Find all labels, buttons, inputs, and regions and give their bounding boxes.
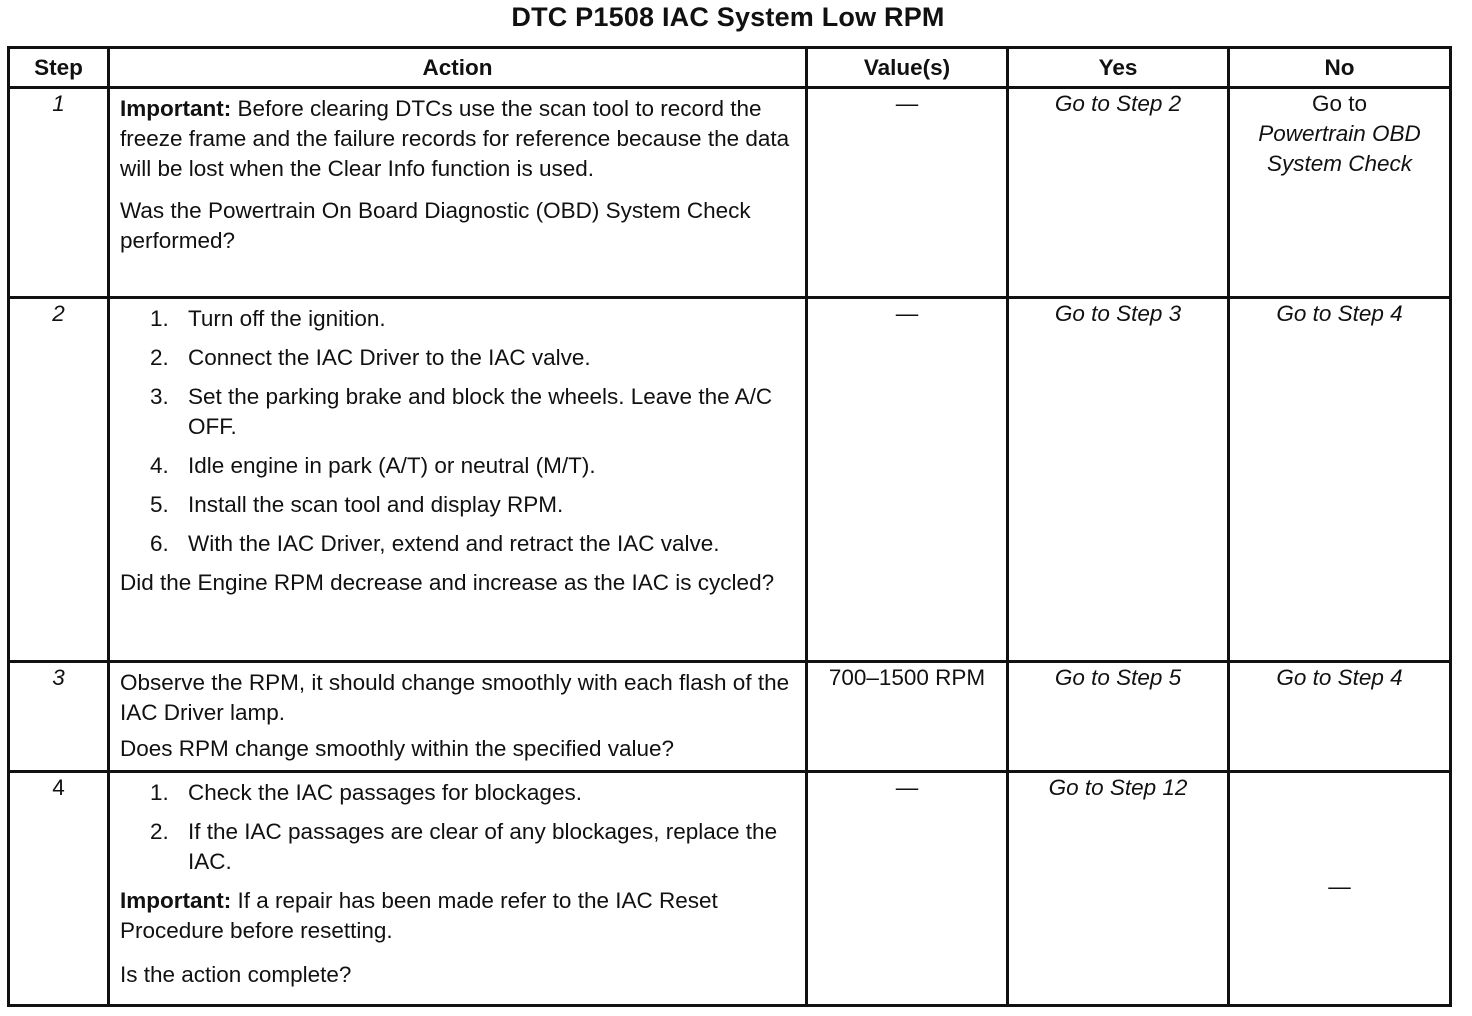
list-item	[120, 490, 797, 520]
step-number: 2	[9, 298, 109, 662]
important-note	[120, 94, 797, 184]
procedure-list	[120, 304, 797, 559]
question-text: Does RPM change smoothly within the specified value?	[120, 736, 675, 761]
list-item	[120, 343, 797, 373]
list-item-number: 2.	[150, 345, 169, 370]
table-row	[9, 772, 1451, 1006]
header-action: Action	[109, 48, 807, 88]
value-cell: —	[807, 298, 1008, 662]
value-cell: —	[807, 772, 1008, 1006]
header-step: Step	[9, 48, 109, 88]
list-item	[120, 529, 797, 559]
page-title: DTC P1508 IAC System Low RPM	[511, 2, 945, 32]
yes-result: Go to Step 3	[1008, 298, 1229, 662]
header-no: No	[1229, 48, 1451, 88]
no-result: —	[1229, 772, 1451, 1006]
header-values: Value(s)	[807, 48, 1008, 88]
list-item	[120, 451, 797, 481]
yes-result: Go to Step 12	[1008, 772, 1229, 1006]
list-item-number: 2.	[150, 819, 169, 844]
no-result-target: Powertrain OBD System Check	[1258, 121, 1421, 176]
table-header-row	[9, 48, 1451, 88]
question-text: Was the Powertrain On Board Diagnostic (OBD) System Check performed?	[120, 198, 751, 253]
list-item	[120, 382, 797, 442]
procedure-list	[120, 778, 797, 877]
no-result: Go to Step 4	[1229, 662, 1451, 772]
action-cell	[109, 298, 807, 662]
step-number: 4	[9, 772, 109, 1006]
list-item-number: 1.	[150, 306, 169, 331]
yes-result: Go to Step 5	[1008, 662, 1229, 772]
table-row	[9, 662, 1451, 772]
yes-result: Go to Step 2	[1008, 88, 1229, 298]
action-cell	[109, 662, 807, 772]
list-item-text: Turn off the ignition.	[188, 306, 386, 331]
list-item-number: 1.	[150, 780, 169, 805]
list-item-number: 5.	[150, 492, 169, 517]
no-result-prefix: Go to	[1311, 91, 1368, 116]
list-item	[120, 304, 797, 334]
value-cell: —	[807, 88, 1008, 298]
action-cell	[109, 772, 807, 1006]
list-item-number: 6.	[150, 531, 169, 556]
important-note	[120, 886, 797, 946]
list-item	[120, 817, 797, 877]
list-item	[120, 778, 797, 808]
list-item-text: Connect the IAC Driver to the IAC valve.	[188, 345, 591, 370]
list-item-text: Idle engine in park (A/T) or neutral (M/T).	[188, 453, 596, 478]
diagnostic-table	[7, 46, 1452, 1007]
important-label: Important:	[120, 888, 232, 913]
no-result	[1229, 88, 1451, 298]
no-result: Go to Step 4	[1229, 298, 1451, 662]
value-cell: 700–1500 RPM	[807, 662, 1008, 772]
step-number: 1	[9, 88, 109, 298]
instruction-text: Observe the RPM, it should change smoothly with each flash of the IAC Driver lamp.	[120, 670, 790, 725]
important-text: If a repair has been made refer to the IAC Reset Procedure before resetting.	[120, 888, 718, 943]
question-text: Is the action complete?	[120, 962, 352, 987]
list-item-text: Set the parking brake and block the wheels. Leave the A/C OFF.	[188, 384, 773, 439]
question-text: Did the Engine RPM decrease and increase as the IAC is cycled?	[120, 570, 775, 595]
header-yes: Yes	[1008, 48, 1229, 88]
list-item-number: 4.	[150, 453, 169, 478]
list-item-text: If the IAC passages are clear of any blockages, replace the IAC.	[188, 819, 778, 874]
list-item-text: Install the scan tool and display RPM.	[188, 492, 564, 517]
table-row	[9, 88, 1451, 298]
step-number: 3	[9, 662, 109, 772]
list-item-text: Check the IAC passages for blockages.	[188, 780, 582, 805]
table-row	[9, 298, 1451, 662]
important-label: Important:	[120, 96, 232, 121]
list-item-text: With the IAC Driver, extend and retract the IAC valve.	[188, 531, 720, 556]
important-text: Before clearing DTCs use the scan tool to record the freeze frame and the failure records for reference because the data will be lost when the Clear Info function is used.	[120, 96, 790, 181]
list-item-number: 3.	[150, 384, 169, 409]
action-cell	[109, 88, 807, 298]
